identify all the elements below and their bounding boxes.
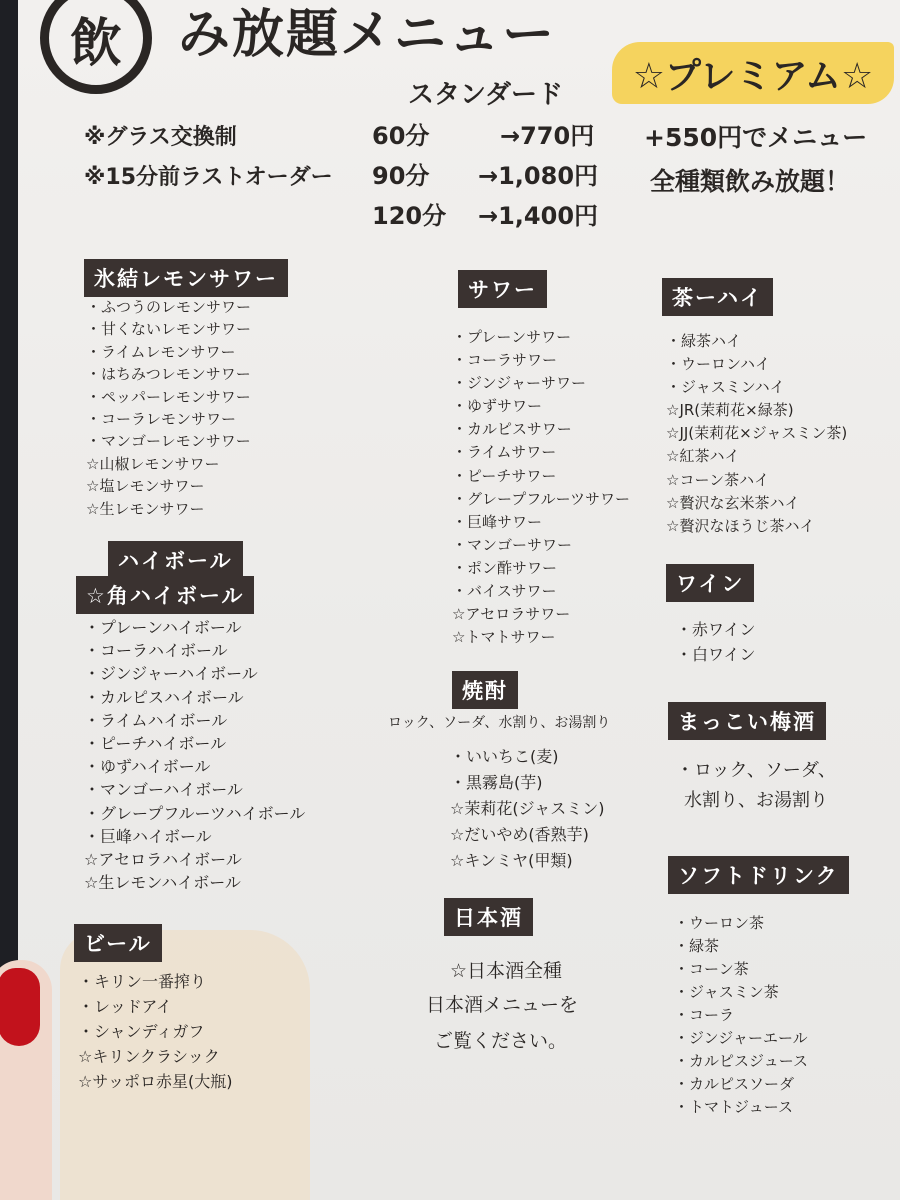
list-item: ・カルピスサワー <box>452 420 572 439</box>
section-header-wine: ワイン <box>666 564 754 602</box>
note-glass: ※グラス交換制 <box>84 125 237 150</box>
price-time-90: 90分 <box>372 162 430 190</box>
list-item: ・マンゴーレモンサワー <box>86 432 251 451</box>
umeshu-line-2: 水割り、お湯割り <box>684 790 828 811</box>
premium-line-1: +550円でメニュー <box>644 123 868 152</box>
title-circle-char: 飲 <box>40 0 152 94</box>
list-item: ☆JR(茉莉花×緑茶) <box>666 401 794 420</box>
page-title: み放題メニュー <box>178 5 557 65</box>
list-item: ☆だいやめ(香熟芋) <box>450 825 589 844</box>
list-item: ・マンゴーハイボール <box>84 780 243 800</box>
list-item: ☆コーン茶ハイ <box>666 470 770 489</box>
price-time-120: 120分 <box>372 202 447 230</box>
list-item: ・ジンジャーサワー <box>452 374 586 393</box>
list-item: ・赤ワイン <box>676 620 756 639</box>
price-120: →1,400円 <box>478 202 599 230</box>
list-item: ☆山椒レモンサワー <box>86 454 220 473</box>
list-item: ☆サッポロ赤星(大瓶) <box>78 1072 233 1091</box>
list-item: ・ジャスミンハイ <box>666 378 785 397</box>
list-item: ・白ワイン <box>676 645 756 664</box>
list-item: ・ゆずハイボール <box>84 757 211 777</box>
umeshu-line-1: ・ロック、ソーダ、 <box>676 760 836 781</box>
section-header-beer: ビール <box>74 924 162 962</box>
section-header-hyoketsu: 氷結レモンサワー <box>84 259 288 297</box>
list-item: ・ライムハイボール <box>84 710 228 730</box>
note-last-order: ※15分前ラストオーダー <box>84 165 333 190</box>
list-item: ・ライムサワー <box>452 443 557 462</box>
section-header-sour: サワー <box>458 270 547 308</box>
list-sour <box>452 326 630 649</box>
list-item: ・コーラ <box>674 1006 735 1024</box>
list-item: ☆アセロラサワー <box>452 605 571 624</box>
list-item: ・ジンジャーハイボール <box>84 664 258 684</box>
list-item: ・ふつうのレモンサワー <box>86 298 252 316</box>
list-item: ・ライムレモンサワー <box>86 342 236 361</box>
list-item: ・プレーンサワー <box>452 328 572 346</box>
list-item: ・黒霧島(芋) <box>450 773 543 792</box>
list-item: ☆茉莉花(ジャスミン) <box>450 799 605 818</box>
list-item: ・緑茶 <box>674 937 720 955</box>
section-header-tea-high: 茶ーハイ <box>662 278 773 316</box>
list-item: ・甘くないレモンサワー <box>86 320 252 339</box>
list-item: ・カルピスソーダ <box>674 1075 795 1093</box>
list-item: ・カルピスハイボール <box>84 687 244 707</box>
list-item: ・緑茶ハイ <box>666 332 742 350</box>
list-item: ☆キンミヤ(甲類) <box>450 851 573 870</box>
list-item: ☆贅沢な玄米茶ハイ <box>666 493 800 512</box>
fingernail <box>0 968 40 1046</box>
list-item: ・ウーロン茶 <box>674 914 765 932</box>
list-soft-drink <box>674 912 808 1119</box>
standard-label: スタンダード <box>408 80 563 110</box>
list-item: ・トマトジュース <box>674 1098 793 1116</box>
list-item: ・ジャスミン茶 <box>674 983 779 1001</box>
sake-line-1: ☆日本酒全種 <box>450 960 563 982</box>
list-item: ・ペッパーレモンサワー <box>86 387 251 406</box>
list-item: ・ピーチハイボール <box>84 734 227 754</box>
list-item: ・はちみつレモンサワー <box>86 365 251 384</box>
list-item: ☆JJ(茉莉花×ジャスミン茶) <box>666 424 848 443</box>
list-item: ☆アセロラハイボール <box>84 850 242 870</box>
list-item: ・ポン酢サワー <box>452 558 558 577</box>
list-tea-high <box>666 330 847 538</box>
list-item: ・プレーンハイボール <box>84 618 242 637</box>
list-item: ☆トマトサワー <box>452 628 556 647</box>
list-shochu <box>450 744 605 874</box>
list-item: ☆キリンクラシック <box>78 1047 220 1066</box>
premium-line-2: 全種類飲み放題！ <box>650 167 851 196</box>
list-item: ・いいちこ(麦) <box>450 747 559 766</box>
list-item: ・ゆずサワー <box>452 397 543 416</box>
section-header-sake: 日本酒 <box>444 898 533 936</box>
price-90: →1,080円 <box>478 162 599 190</box>
premium-badge: ☆プレミアム☆ <box>612 42 894 104</box>
list-item: ・マンゴーサワー <box>452 535 573 554</box>
list-item: ・巨峰サワー <box>452 512 543 531</box>
list-item: ・巨峰ハイボール <box>84 826 212 846</box>
section-subheader-kaku: ☆角ハイボール <box>76 576 254 614</box>
list-item: ・バイスサワー <box>452 582 557 601</box>
list-item: ・コーン茶 <box>674 960 749 978</box>
list-item: ・コーラサワー <box>452 351 558 370</box>
sake-line-3: ご覧ください。 <box>434 1030 568 1052</box>
list-item: ☆贅沢なほうじ茶ハイ <box>666 516 815 535</box>
section-header-umeshu: まっこい梅酒 <box>668 702 826 740</box>
list-item: ・グレープフルーツハイボール <box>84 803 306 823</box>
list-item: ・グレープフルーツサワー <box>452 489 631 508</box>
list-item: ・レッドアイ <box>78 997 172 1016</box>
list-item: ・ピーチサワー <box>452 466 557 485</box>
list-hyoketsu <box>86 296 251 520</box>
section-header-shochu: 焼酎 <box>452 671 518 709</box>
list-item: ☆紅茶ハイ <box>666 447 740 466</box>
list-item: ・カルピスジュース <box>674 1052 808 1070</box>
price-time-60: 60分 <box>372 122 430 150</box>
section-header-highball: ハイボール <box>108 541 243 579</box>
section-header-soft-drink: ソフトドリンク <box>668 856 849 894</box>
sake-line-2: 日本酒メニューを <box>426 994 579 1016</box>
price-60: →770円 <box>500 122 595 150</box>
list-item: ・キリン一番搾り <box>78 972 207 991</box>
list-highball <box>84 616 305 894</box>
list-wine <box>676 617 756 667</box>
shochu-styles: ロック、ソーダ、水割り、お湯割り <box>388 715 611 731</box>
list-item: ・ジンジャーエール <box>674 1029 808 1047</box>
list-item: ・コーラレモンサワー <box>86 410 237 429</box>
list-beer <box>78 969 233 1094</box>
list-item: ・コーラハイボール <box>84 641 228 661</box>
list-item: ・ウーロンハイ <box>666 355 770 374</box>
list-item: ☆生レモンハイボール <box>84 873 241 893</box>
list-item: ☆生レモンサワー <box>86 499 205 518</box>
list-item: ・シャンディガフ <box>78 1022 205 1041</box>
list-item: ☆塩レモンサワー <box>86 477 205 496</box>
